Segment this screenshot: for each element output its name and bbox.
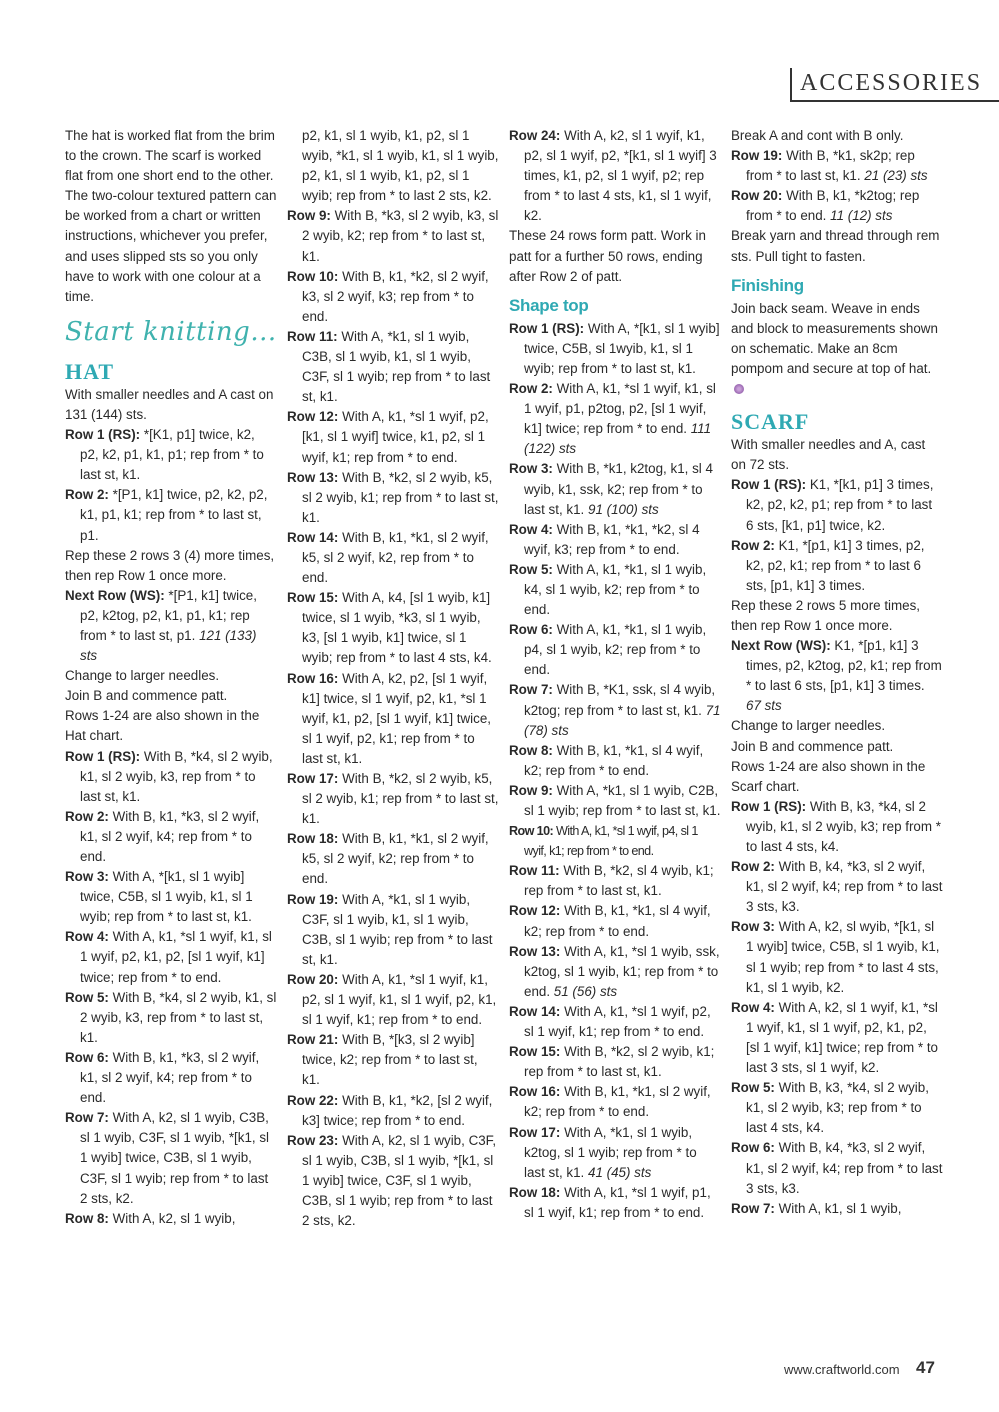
row-instruction: Row 2: With A, k1, *sl 1 wyif, k1, sl 1 wyif, p1, p2tog, p2, [sl 1 wyif, k1] twice; rep from * to end. 111 (122) sts (509, 381, 716, 457)
pattern-note: These 24 rows form patt. Work in patt for a further 50 rows, ending after Row 2 of patt. (509, 228, 706, 284)
join-note: Join B and commence patt. (65, 688, 228, 704)
row-instruction: Next Row (WS): K1, *[p1, k1] 3 times, p2, k2tog, p2, k1; rep from * to last 6 sts, [p1, k1] 3 times. 67 sts (731, 638, 942, 714)
stitch-count: 121 (133) sts (80, 627, 257, 664)
stitch-count: 91 (100) sts (588, 501, 659, 517)
column-3 (509, 126, 721, 1223)
row-continuation: p2, k1, sl 1 wyib, k1, p2, sl 1 wyib, *k1, sl 1 wyib, k1, sl 1 wyib, p2, k1, sl 1 wyib, k1, p2, sl 1 wyib; rep from * to last 2 sts, k2. (302, 128, 499, 204)
row-instruction: Row 17: With B, *k2, sl 2 wyib, k5, sl 2 wyib, k1; rep from * to last st, k1. (287, 771, 499, 827)
pompom-icon (734, 384, 744, 394)
row-instruction: Row 16: With A, k2, p2, [sl 1 wyif, k1] twice, sl 1 wyif, p2, k1, *sl 1 wyif, k1, p2, [sl 1 wyif, k1] twice, sl 1 wyif, p2, k1; rep from * to last st, k1. (287, 670, 492, 766)
row-instruction: Row 19: With B, *k1, sk2p; rep from * to last st, k1. 21 (23) sts (731, 148, 928, 184)
break-yarn-note: Break A and cont with B only. (731, 128, 904, 143)
row-instruction: Row 5: With B, *k4, sl 2 wyib, k1, sl 2 wyib, k3, rep from * to last st, k1. (65, 989, 277, 1045)
row-instruction: Row 23: With A, k2, sl 1 wyib, C3F, sl 1 wyib, C3B, sl 1 wyib, *[k1, sl 1 wyib] twice, C3F, sl 1 wyib, C3B, sl 1 wyib; rep from * to last 2 sts, k2. (287, 1132, 497, 1229)
row-instruction: Row 18: With A, k1, *sl 1 wyif, p1, sl 1 wyif, k1; rep from * to end. (509, 1184, 711, 1220)
row-instruction: Row 19: With A, *k1, sl 1 wyib, C3F, sl 1 wyib, k1, sl 1 wyib, C3B, sl 1 wyib; rep from * to last st, k1. (287, 891, 493, 967)
repeat-note: Rep these 2 rows 5 more times, then rep Row 1 once more. (731, 597, 921, 633)
row-instruction: Row 16: With B, k1, *k1, sl 2 wyif, k2; rep from * to end. (509, 1084, 711, 1120)
row-instruction: Row 13: With B, *k2, sl 2 wyib, k5, sl 2 wyib, k1; rep from * to last st, k1. (287, 469, 499, 525)
row-instruction: Row 13: With A, k1, *sl 1 wyib, ssk, k2tog, sl 1 wyib, k1; rep from * to end. 51 (56) sts (509, 943, 720, 999)
footer-url[interactable]: www.craftworld.com (784, 1362, 900, 1377)
row-instruction: Row 2: With B, k4, *k3, sl 2 wyif, k1, sl 2 wyif, k4; rep from * to last 3 sts, k3. (731, 859, 943, 915)
row-instruction: Row 7: With A, k1, sl 1 wyib, (731, 1200, 902, 1216)
row-instruction: Row 2: *[P1, k1] twice, p2, k2, p2, k1, p1, k1; rep from * to last st, p1. (65, 487, 268, 543)
row-instruction: Row 10: With B, k1, *k2, sl 2 wyif, k3, sl 2 wyif, k3; rep from * to end. (287, 268, 489, 324)
column-1 (65, 126, 277, 1229)
finishing-heading: Finishing (731, 275, 804, 295)
scarf-cast-on: With smaller needles and A, cast on 72 sts. (731, 437, 926, 473)
row-instruction: Row 3: With A, k2, sl wyib, *[k1, sl 1 wyib] twice, C5B, sl 1 wyib, k1, sl 1 wyib; rep from * to last 4 sts, k1, sl 1 wyib, k2. (731, 919, 940, 995)
row-instruction: Row 11: With A, *k1, sl 1 wyib, C3B, sl 1 wyib, k1, sl 1 wyib, C3F, sl 1 wyib; rep from * to last st, k1. (287, 328, 491, 405)
chart-note: Rows 1-24 are also shown in the Scarf chart. (731, 758, 926, 794)
row-instruction: Row 1 (RS): With B, k3, *k4, sl 2 wyib, k1, sl 2 wyib, k3; rep from * to last 4 sts, k4. (731, 798, 941, 854)
row-instruction: Row 17: With A, *k1, sl 1 wyib, k2tog, sl 1 wyib; rep from * to last st, k1. 41 (45) sts (509, 1124, 697, 1180)
row-instruction: Row 4: With A, k1, *sl 1 wyif, k1, sl 1 wyif, p2, k1, p2, [sl 1 wyif, k1] twice; rep from * to end. (65, 929, 272, 985)
row-instruction: Row 12: With A, k1, *sl 1 wyif, p2, [k1, sl 1 wyif] twice, k1, p2, sl 1 wyif, k1; rep from * to end. (287, 409, 489, 465)
scarf-heading: SCARF (731, 409, 810, 435)
row-instruction: Row 21: With B, *[k3, sl 2 wyib] twice, k2; rep from * to last st, k1. (287, 1032, 478, 1088)
stitch-count: 111 (122) sts (524, 421, 712, 457)
row-instruction: Row 5: With A, k1, *k1, sl 1 wyib, k4, sl 1 wyib, k2; rep from * to end. (509, 561, 707, 618)
row-instruction: Row 6: With A, k1, *k1, sl 1 wyib, p4, sl 1 wyib, k2; rep from * to end. (509, 622, 707, 678)
hat-cast-on: With smaller needles and A cast on 131 (144) sts. (65, 386, 274, 422)
stitch-count: 21 (23) sts (864, 168, 928, 184)
row-instruction: Row 15: With A, k4, [sl 1 wyib, k1] twice, sl 1 wyib, *k3, sl 1 wyib, k3, [sl 1 wyib, k1] twice, sl 1 wyib; rep from * to last 4 sts, k4. (287, 590, 492, 666)
stitch-count: 51 (56) sts (553, 983, 618, 999)
row-instruction: Row 14: With A, k1, *sl 1 wyif, p2, sl 1 wyif, k1; rep from * to end. (509, 1003, 711, 1040)
row-instruction: Row 9: With B, *k3, sl 2 wyib, k3, sl 2 wyib, k2; rep from * to last st, k1. (287, 208, 499, 264)
shape-top-heading: Shape top (509, 295, 589, 315)
row-instruction: Row 20: With A, k1, *sl 1 wyif, k1, p2, sl 1 wyif, k1, sl 1 wyif, p2, k1, sl 1 wyif, k1; rep from * to end. (287, 971, 497, 1028)
row-instruction: Row 1 (RS): With A, *[k1, sl 1 wyib] twice, C5B, sl 1wyib, k1, sl 1 wyib; rep from * to last st, k1. (509, 320, 720, 376)
row-instruction: Row 24: With A, k2, sl 1 wyif, k1, p2, sl 1 wyif, p2, *[k1, sl 1 wyif] 3 times, k1, p2, sl 1 wyif, p2; rep from * to last 4 sts, k1, sl 1 wyif, k2. (509, 128, 717, 224)
row-instruction: Row 7: With A, k2, sl 1 wyib, C3B, sl 1 wyib, C3F, sl 1 wyib, *[k1, sl 1 wyib] twice, C3B, sl 1 wyib, C3F, sl 1 wyib; rep from * to last 2 sts, k2. (65, 1110, 270, 1206)
change-needles-note: Change to larger needles. (731, 718, 886, 734)
row-instruction: Row 5: With B, k3, *k4, sl 2 wyib, k1, sl 2 wyib, k3; rep from * to last 4 sts, k4. (731, 1080, 929, 1136)
change-needles-note: Change to larger needles. (65, 668, 220, 684)
row-instruction: Row 1 (RS): *[K1, p1] twice, k2, p2, k2, p1, k1, p1; rep from * to last st, k1. (65, 427, 264, 483)
start-knitting-heading: Start knitting... (65, 316, 277, 347)
page-number: 47 (916, 1358, 935, 1377)
row-instruction: Row 11: With B, *k2, sl 4 wyib, k1; rep from * to last st, k1. (509, 863, 714, 899)
row-instruction: Row 6: With B, k1, *k3, sl 2 wyif, k1, sl 2 wyif, k4; rep from * to end. (65, 1049, 260, 1106)
row-instruction: Row 6: With B, k4, *k3, sl 2 wyif, k1, sl 2 wyif, k4; rep from * to last 3 sts, k3. (731, 1140, 943, 1196)
stitch-count: 67 sts (746, 698, 782, 714)
repeat-note: Rep these 2 rows 3 (4) more times, then rep Row 1 once more. (65, 547, 275, 583)
intro-text: The hat is worked flat from the brim to the crown. The scarf is worked flat from one short end to the other. The two-colour textured pattern can be worked from a chart or written instructions, whichever you prefer, and uses slipped sts so you only have to work with one colour at a time. (65, 128, 277, 304)
stitch-count: 71 (78) sts (524, 702, 721, 738)
join-note: Join B and commence patt. (731, 738, 894, 754)
row-instruction: Row 8: With B, k1, *k1, sl 4 wyif, k2; rep from * to end. (509, 742, 704, 778)
row-instruction: Row 18: With B, k1, *k1, sl 2 wyif, k5, sl 2 wyif, k2; rep from * to end. (287, 831, 489, 887)
stitch-count: 11 (12) sts (830, 208, 893, 224)
row-instruction: Row 1 (RS): K1, *[k1, p1] 3 times, k2, p2, k2, p1; rep from * to last 6 sts, [k1, p1] twice, k2. (731, 477, 934, 533)
section-title: ACCESSORIES (800, 70, 983, 96)
row-instruction: Row 12: With B, k1, *k1, sl 4 wyif, k2; rep from * to end. (509, 903, 711, 939)
row-instruction: Next Row (WS): *[P1, k1] twice, p2, k2tog, p2, k1, p1, k1; rep from * to last st, p1. 121 (133) sts (65, 587, 257, 664)
row-instruction: Row 3: With A, *[k1, sl 1 wyib] twice, C5B, sl 1 wyib, k1, sl 1 wyib; rep from * to last st, k1. (65, 869, 253, 925)
row-instruction: Row 7: With B, *K1, ssk, sl 4 wyib, k2tog; rep from * to last st, k1. 71 (78) sts (509, 682, 721, 738)
fasten-note: Break yarn and thread through rem sts. Pull tight to fasten. (731, 228, 940, 264)
stitch-count: 41 (45) sts (588, 1164, 652, 1180)
row-instruction: Row 15: With B, *k2, sl 2 wyib, k1; rep from * to last st, k1. (509, 1044, 715, 1080)
section-tag (790, 68, 999, 102)
row-instruction: Row 1 (RS): With B, *k4, sl 2 wyib, k1, sl 2 wyib, k3, rep from * to last st, k1. (65, 748, 273, 804)
row-instruction: Row 9: With A, *k1, sl 1 wyib, C2B, sl 1 wyib; rep from * to last st, k1. (509, 782, 721, 818)
row-instruction: Row 20: With B, k1, *k2tog; rep from * to end. 11 (12) sts (731, 188, 920, 224)
row-instruction: Row 22: With B, k1, *k2, [sl 2 wyif, k3] twice; rep from * to end. (287, 1092, 493, 1128)
row-instruction: Row 10: With A, k1, *sl 1 wyif, p4, sl 1 wyif, k1; rep from * to end. (509, 824, 698, 859)
chart-note: Rows 1-24 are also shown in the Hat chart. (65, 708, 260, 744)
row-instruction: Row 4: With A, k2, sl 1 wyif, k1, *sl 1 wyif, k1, sl 1 wyif, p2, k1, p2, [sl 1 wyif, k1] twice; rep from * to last 3 sts, sl 1 wyif, k2. (731, 999, 938, 1076)
row-instruction: Row 14: With B, k1, *k1, sl 2 wyif, k5, sl 2 wyif, k2, rep from * to end. (287, 529, 489, 586)
column-2 (287, 126, 499, 1231)
finishing-text: Join back seam. Weave in ends and block to measurements shown on schematic. Make an 8cm pompom and secure at top of hat. (731, 299, 943, 399)
hat-heading: HAT (65, 358, 115, 384)
column-4 (731, 126, 943, 1219)
row-instruction: Row 2: With B, k1, *k3, sl 2 wyif, k1, sl 2 wyif, k4; rep from * to end. (65, 808, 260, 864)
row-instruction: Row 4: With B, k1, *k1, *k2, sl 4 wyif, k3; rep from * to end. (509, 521, 700, 557)
row-instruction: Row 2: K1, *[p1, k1] 3 times, p2, k2, p2, k1; rep from * to last 6 sts, [p1, k1] 3 times. (731, 537, 925, 593)
row-instruction: Row 8: With A, k2, sl 1 wyib, (65, 1210, 236, 1226)
row-instruction: Row 3: With B, *k1, k2tog, k1, sl 4 wyib, k1, ssk, k2; rep from * to last st, k1. 91 (100) sts (509, 461, 713, 517)
